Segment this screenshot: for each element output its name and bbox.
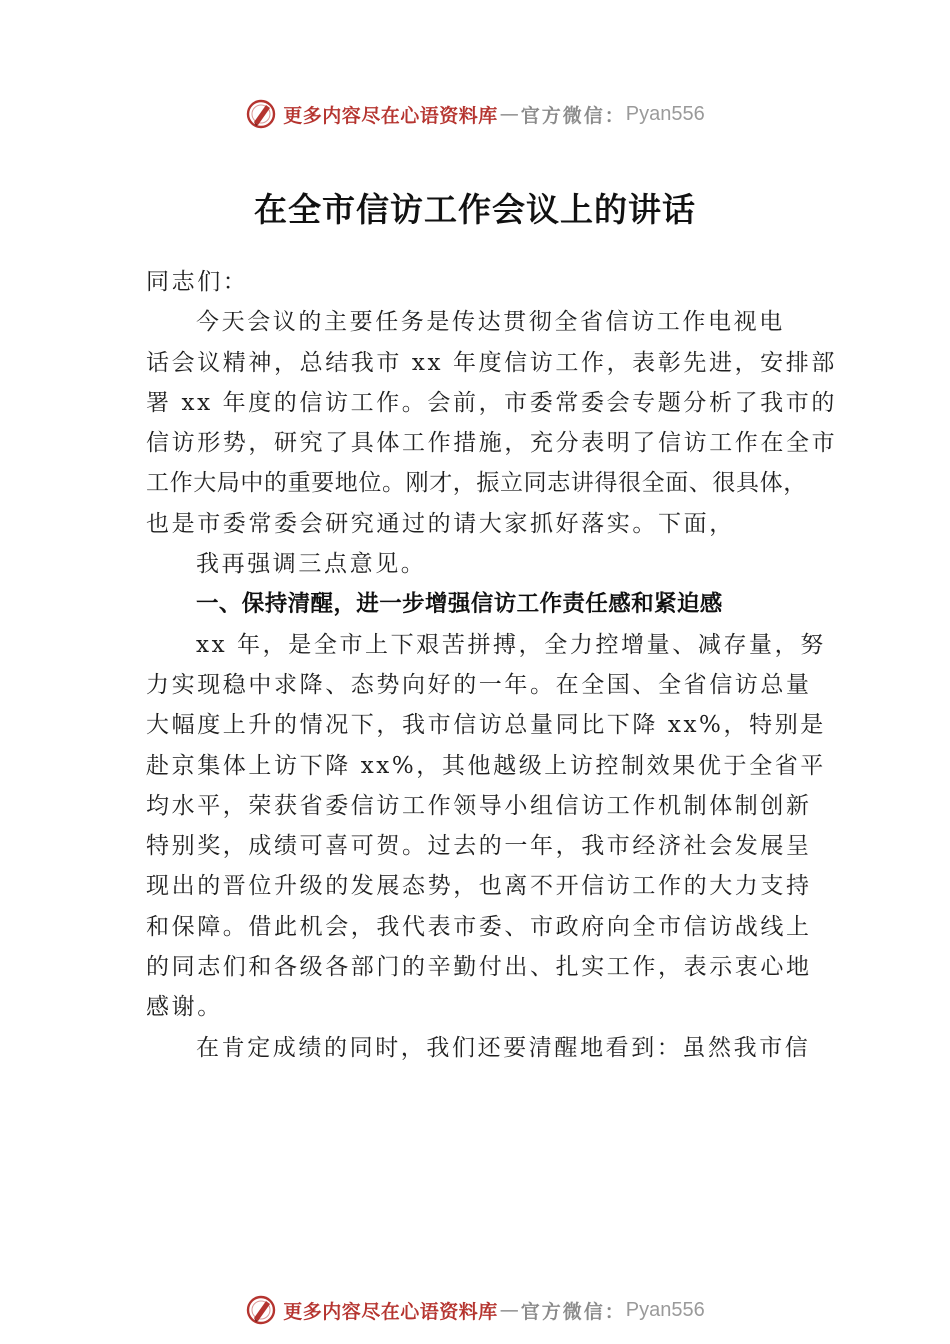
paragraph-line: 也是市委常委会研究通过的请大家抓好落实。下面，	[146, 510, 735, 537]
watermark-separator: —	[499, 1299, 519, 1321]
watermark-wechat-id: Pyan556	[625, 102, 705, 125]
watermark-separator: —	[499, 103, 519, 125]
watermark-brand: 更多内容尽在心语资料库	[283, 104, 498, 127]
paragraph-line: 工作大局中的重要地位。刚才，振立同志讲得很全面、很具体，	[146, 470, 807, 497]
paragraph-line: 现出的晋位升级的发展态势，也离不开信访工作的大力支持	[146, 873, 812, 900]
paragraph-line: 均水平，荣获省委信访工作领导小组信访工作机制体制创新	[146, 792, 812, 819]
section-heading: 一、保持清醒，进一步增强信访工作责任感和紧迫感	[196, 591, 723, 618]
document-body	[146, 262, 836, 1068]
paragraph-line: 署 xx 年度的信访工作。会前，市委常委会专题分析了我市的	[146, 389, 837, 416]
paragraph-line: xx 年，是全市上下艰苦拼搏，全力控增量、减存量，努	[196, 631, 826, 658]
watermark-wechat-id: Pyan556	[625, 1298, 705, 1321]
pen-circle-logo-icon	[245, 1294, 277, 1326]
watermark-brand: 更多内容尽在心语资料库	[283, 1300, 498, 1323]
paragraph-line: 特别奖，成绩可喜可贺。过去的一年，我市经济社会发展呈	[146, 833, 812, 860]
watermark-wechat-label: 官方微信：	[520, 1300, 626, 1323]
paragraph-line: 力实现稳中求降、态势向好的一年。在全国、全省信访总量	[146, 671, 812, 698]
pen-circle-logo-icon	[245, 98, 277, 130]
paragraph-line: 的同志们和各级各部门的辛勤付出、扎实工作，表示衷心地	[146, 954, 812, 981]
document-title: 在全市信访工作会议上的讲话	[254, 190, 696, 229]
paragraph-line: 赴京集体上访下降 xx%，其他越级上访控制效果优于全省平	[146, 752, 826, 779]
footer-watermark	[0, 1290, 950, 1330]
header-watermark	[0, 94, 950, 134]
watermark-wechat-label: 官方微信：	[520, 104, 626, 127]
paragraph-line: 和保障。借此机会，我代表市委、市政府向全市信访战线上	[146, 913, 812, 940]
paragraph-line: 信访形势，研究了具体工作措施，充分表明了信访工作在全市	[146, 430, 838, 457]
paragraph-line: 在肯定成绩的同时，我们还要清醒地看到：虽然我市信	[196, 1034, 811, 1061]
paragraph-line: 我再强调三点意见。	[196, 551, 427, 578]
paragraph-line: 话会议精神，总结我市 xx 年度信访工作，表彰先进，安排部	[146, 349, 837, 376]
salutation: 同志们：	[146, 269, 249, 295]
paragraph-line: 今天会议的主要任务是传达贯彻全省信访工作电视电	[196, 309, 785, 336]
paragraph-line: 大幅度上升的情况下，我市信访总量同比下降 xx%，特别是	[146, 712, 826, 739]
paragraph-line: 感谢。	[146, 994, 223, 1021]
